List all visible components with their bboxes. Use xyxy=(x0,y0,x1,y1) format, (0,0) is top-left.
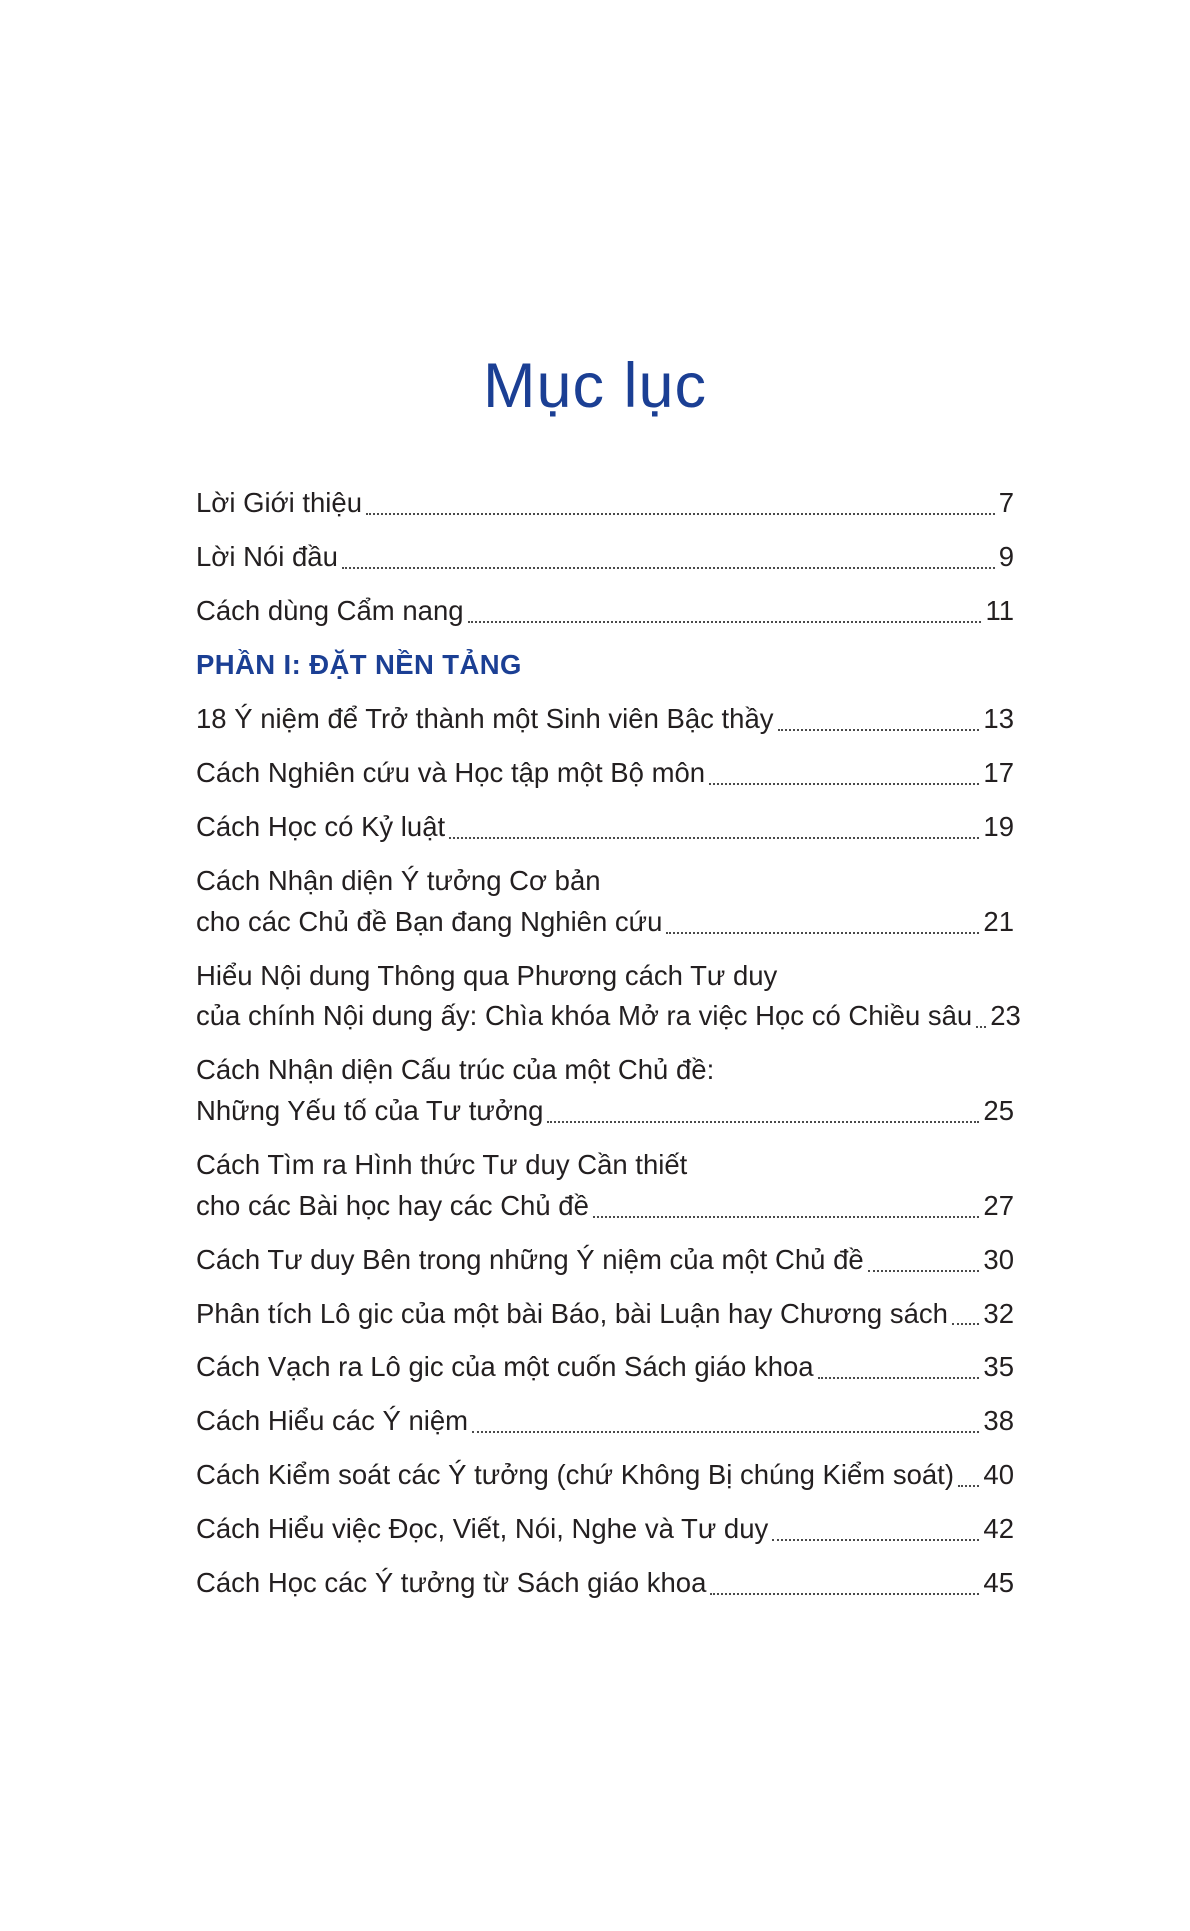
toc-page-number: 45 xyxy=(983,1566,1014,1598)
toc-entry[interactable] xyxy=(196,485,1014,522)
toc-entry[interactable] xyxy=(196,539,1014,576)
toc-entry-label: PHẦN I: ĐẶT NỀN TẢNG xyxy=(196,648,522,680)
toc-page-number: 25 xyxy=(983,1095,1014,1127)
toc-leader-dots xyxy=(472,1430,979,1433)
toc-entry-label: Cách Học các Ý tưởng từ Sách giáo khoa xyxy=(196,1566,707,1598)
toc-leader-dots xyxy=(449,836,979,839)
toc-entry[interactable] xyxy=(196,809,1014,846)
toc-entry-label: Cách dùng Cẩm nang xyxy=(196,594,464,626)
toc-entry-label: Cách Kiểm soát các Ý tưởng (chứ Không Bị chúng Kiểm soát) xyxy=(196,1459,954,1491)
toc-entry-label: Cách Vạch ra Lô gic của một cuốn Sách giáo khoa xyxy=(196,1351,814,1383)
page-title: Mục lục xyxy=(482,351,708,421)
toc-entry[interactable] xyxy=(196,593,1014,630)
toc-leader-dots xyxy=(593,1215,980,1218)
toc-entry[interactable] xyxy=(196,1403,1014,1440)
toc-entry[interactable] xyxy=(196,1052,1014,1089)
toc-page-number: 13 xyxy=(983,703,1014,735)
toc-entry[interactable] xyxy=(196,998,1021,1035)
toc-page-number: 40 xyxy=(983,1459,1014,1491)
toc-leader-dots xyxy=(709,782,979,785)
toc-entry[interactable] xyxy=(196,1565,1014,1602)
toc-page-number: 7 xyxy=(998,487,1014,518)
toc-page-number: 9 xyxy=(998,540,1014,572)
toc-leader-dots xyxy=(868,1269,980,1272)
toc-page-number: 35 xyxy=(983,1351,1014,1383)
toc-leader-dots xyxy=(342,566,995,569)
toc-entry-label: cho các Bài học hay các Chủ đề xyxy=(196,1189,589,1221)
toc-leader-dots xyxy=(468,620,982,623)
toc-page-number: 19 xyxy=(983,811,1014,843)
toc-entry-label: Lời Nói đầu xyxy=(196,540,338,572)
toc-entry-label: cho các Chủ đề Bạn đang Nghiên cứu xyxy=(196,905,663,937)
toc-entry[interactable] xyxy=(196,1242,1014,1279)
toc-entry[interactable] xyxy=(196,1457,1014,1494)
toc-entry[interactable] xyxy=(196,1296,1014,1333)
toc-entry-label: Phân tích Lô gic của một bài Báo, bài Luận hay Chương sách xyxy=(196,1297,948,1329)
toc-leader-dots xyxy=(772,1538,979,1541)
toc-entry-label: Cách Hiểu các Ý niệm xyxy=(196,1405,469,1437)
toc-entry-label: Cách Nhận diện Ý tưởng Cơ bản xyxy=(196,864,601,896)
toc-leader-dots xyxy=(547,1120,979,1123)
toc-entry-label: Cách Tìm ra Hình thức Tư duy Cần thiết xyxy=(196,1148,688,1180)
toc-page-number: 30 xyxy=(983,1243,1014,1275)
toc-leader-dots xyxy=(778,728,980,731)
toc-entry[interactable] xyxy=(196,1188,1014,1225)
toc-entry[interactable] xyxy=(196,1147,1014,1184)
toc-entry-label: Cách Nhận diện Cấu trúc của một Chủ đề: xyxy=(196,1054,715,1086)
toc-entry[interactable] xyxy=(196,863,1014,900)
toc-entry-label: Cách Tư duy Bên trong những Ý niệm của một Chủ đề xyxy=(196,1243,864,1275)
toc-page-number: 32 xyxy=(983,1297,1014,1329)
toc-leader-dots xyxy=(710,1592,979,1595)
toc-page-number: 17 xyxy=(983,757,1014,789)
toc-page-number: 27 xyxy=(983,1189,1014,1221)
toc-leader-dots xyxy=(952,1322,979,1325)
toc-entry-label: Những Yếu tố của Tư tưởng xyxy=(196,1095,544,1127)
toc-page-number: 42 xyxy=(983,1512,1014,1544)
toc-page-number: 21 xyxy=(983,905,1014,937)
toc-entry[interactable] xyxy=(196,958,1014,995)
toc-leader-dots xyxy=(958,1484,979,1487)
toc-leader-dots xyxy=(818,1376,980,1379)
toc-page-number: 11 xyxy=(985,594,1014,626)
toc-entry[interactable] xyxy=(196,1511,1014,1548)
table-of-contents xyxy=(196,485,1021,1619)
toc-entry[interactable] xyxy=(196,701,1014,738)
toc-page-number: 38 xyxy=(983,1405,1014,1437)
toc-leader-dots xyxy=(366,512,995,515)
toc-entry-label: của chính Nội dung ấy: Chìa khóa Mở ra việc Học có Chiều sâu xyxy=(196,1000,973,1032)
toc-entry[interactable] xyxy=(196,1349,1014,1386)
toc-leader-dots xyxy=(666,931,979,934)
toc-entry-label: Hiểu Nội dung Thông qua Phương cách Tư duy xyxy=(196,959,778,991)
toc-entry-label: Cách Hiểu việc Đọc, Viết, Nói, Nghe và Tư duy xyxy=(196,1512,769,1544)
toc-page-number: 23 xyxy=(990,1000,1021,1032)
toc-entry[interactable] xyxy=(196,755,1014,792)
toc-entry-label: 18 Ý niệm để Trở thành một Sinh viên Bậc thầy xyxy=(196,703,774,735)
toc-leader-dots xyxy=(976,1025,986,1028)
toc-entry-label: Lời Giới thiệu xyxy=(196,487,362,518)
toc-entry-label: Cách Nghiên cứu và Học tập một Bộ môn xyxy=(196,757,706,789)
toc-entry[interactable] xyxy=(196,904,1014,941)
toc-entry[interactable] xyxy=(196,1093,1014,1130)
toc-section-header[interactable] xyxy=(196,647,1014,684)
toc-entry-label: Cách Học có Kỷ luật xyxy=(196,811,446,843)
